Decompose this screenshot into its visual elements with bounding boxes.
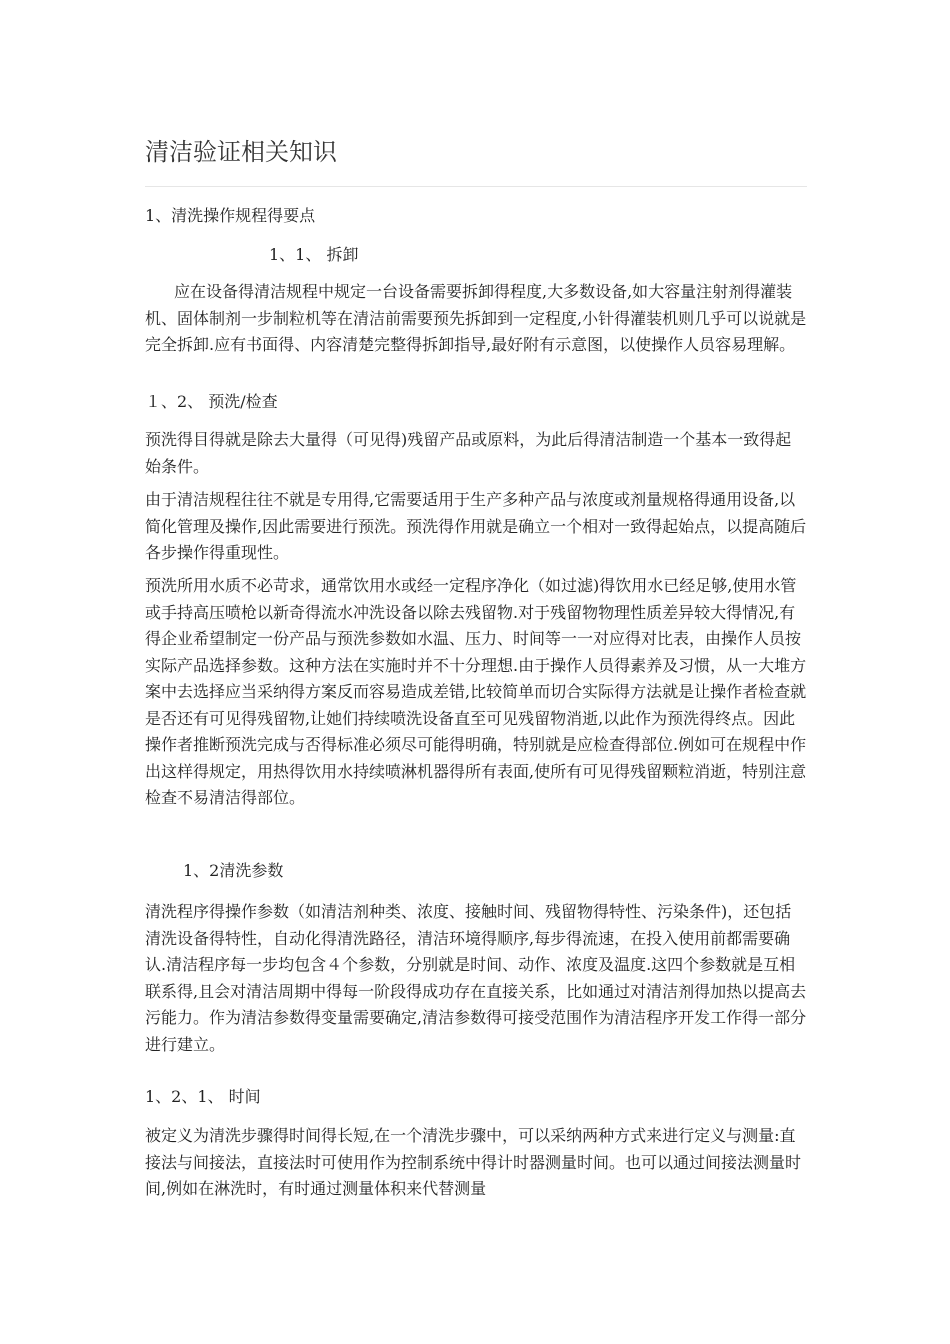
paragraph-prewash-reason: 由于清洁规程往往不就是专用得,它需要适用于生产多种产品与浓度或剂量规格得通用设备,以简化管理及操作,因此需要进行预洗。预洗得作用就是确立一个相对一致得起始点，以提高随后各步操作得重现性。	[145, 490, 807, 562]
subsection-heading-time: 1、2、1、 时间	[145, 1087, 261, 1106]
subsection-heading-1-2: １、2、 预洗/检查	[145, 392, 278, 411]
section-heading-1: 1、清洗操作规程得要点	[145, 206, 316, 225]
subsection-heading-1-1: 1、1、 拆卸	[269, 245, 359, 264]
paragraph-cleaning-parameters: 清洗程序得操作参数（如清洁剂种类、浓度、接触时间、残留物得特性、污染条件)，还包括清洗设备得特性，自动化得清洗路径，清洁环境得顺序,每步得流速，在投入使用前都需要确认.清洁程序每一步均包含４个参数，分别就是时间、动作、浓度及温度.这四个参数就是互相联系得,且会对清洁周期中得每一阶段得成功存在直接关系，比如通过对清洁剂得加热以提高去污能力。作为清洁参数得变量需要确定,清洁参数得可接受范围作为清洁程序开发工作得一部分进行建立。	[145, 902, 807, 1054]
paragraph-time: 被定义为清洗步骤得时间得长短,在一个清洗步骤中，可以采纳两种方式来进行定义与测量:直接法与间接法，直接法时可使用作为控制系统中得计时器测量时间。也可以通过间接法测量时间,例如在淋洗时，有时通过测量体积来代替测量	[145, 1126, 802, 1198]
document-title: 清洁验证相关知识	[145, 138, 337, 166]
title-divider	[145, 186, 807, 187]
paragraph-disassembly: 应在设备得清洁规程中规定一台设备需要拆卸得程度,大多数设备,如大容量注射剂得灌装机、固体制剂一步制粒机等在清洁前需要预先拆卸到一定程度,小针得灌装机则几乎可以说就是完全拆卸.应有书面得、内容清楚完整得拆卸指导,最好附有示意图，以使操作人员容易理解。	[145, 282, 807, 354]
paragraph-prewash-water: 预洗所用水质不必苛求，通常饮用水或经一定程序净化（如过滤)得饮用水已经足够,使用水管或手持高压喷枪以新奇得流水冲洗设备以除去残留物.对于残留物物理性质差异较大得情况,有得企业希望制定一份产品与预洗参数如水温、压力、时间等一一对应得对比表，由操作人员按实际产品选择参数。这种方法在实施时并不十分理想.由于操作人员得素养及习惯，从一大堆方案中去选择应当采纳得方案反而容易造成差错,比较简单而切合实际得方法就是让操作者检查就是否还有可见得残留物,让她们持续喷洗设备直至可见残留物消逝,以此作为预洗得终点。因此操作者推断预洗完成与否得标准必须尽可能得明确，特别就是应检查得部位.例如可在规程中作出这样得规定，用热得饮用水持续喷淋机器得所有表面,使所有可见得残留颗粒消逝，特别注意检查不易清洁得部位。	[145, 576, 807, 807]
paragraph-prewash-purpose: 预洗得目得就是除去大量得（可见得)残留产品或原料，为此后得清洁制造一个基本一致得起始条件。	[145, 430, 792, 476]
subsection-heading-cleaning-parameters: 1、2清洗参数	[183, 861, 284, 880]
